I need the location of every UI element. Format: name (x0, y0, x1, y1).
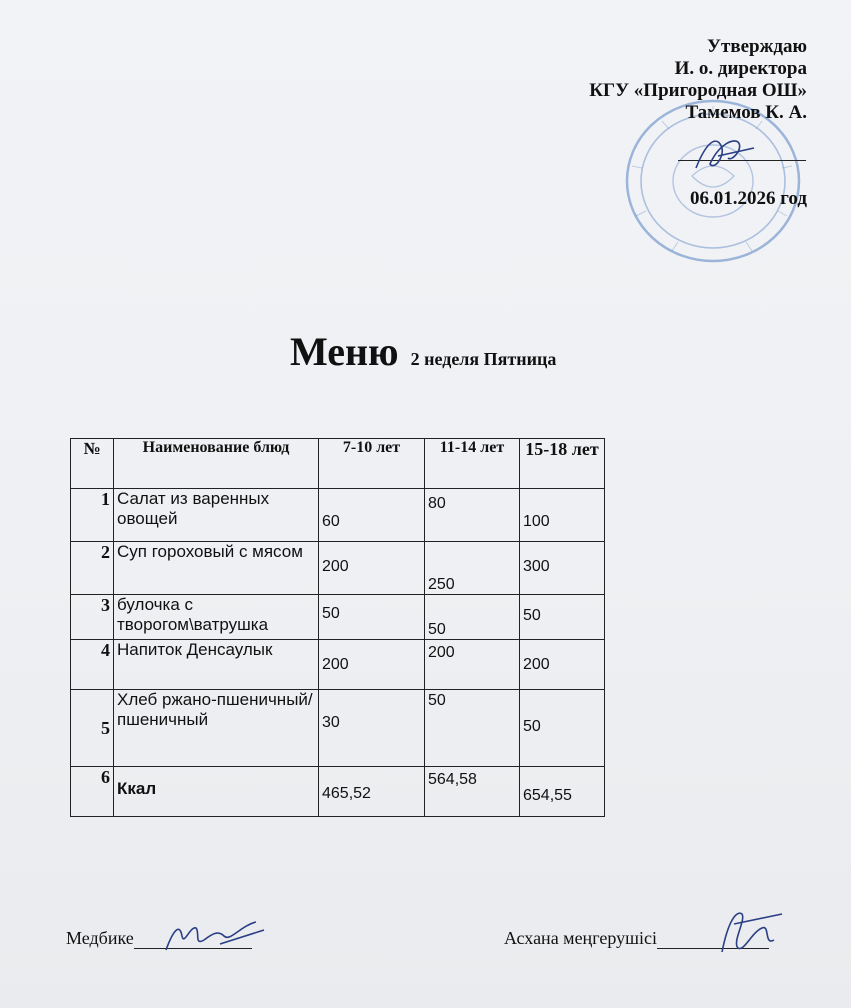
value-age-11-14: 564,58 (425, 767, 520, 817)
row-number: 1 (71, 489, 114, 542)
approval-position: И. о. директора (674, 58, 807, 79)
value-age-11-14: 50 (425, 595, 520, 640)
header-number: № (71, 439, 114, 489)
value-age-7-10: 200 (319, 640, 425, 690)
header-dish-name: Наименование блюд (114, 439, 319, 489)
dish-name: Ккал (114, 767, 319, 817)
title-subtitle: 2 неделя Пятница (410, 349, 557, 369)
director-signature (688, 128, 758, 178)
row-number: 3 (71, 595, 114, 640)
table-row (71, 489, 605, 542)
approval-person: Тамемов К. А. (685, 102, 807, 123)
header-age-11-14: 11-14 лет (425, 439, 520, 489)
table-row (71, 640, 605, 690)
medic-label: Медбике (66, 928, 134, 948)
page-title (290, 328, 556, 375)
table-row (71, 595, 605, 640)
title-main: Меню (290, 329, 399, 374)
header-age-7-10: 7-10 лет (319, 439, 425, 489)
dish-name: Салат из варенных овощей (114, 489, 319, 542)
table-header-row (71, 439, 605, 489)
row-number: 2 (71, 542, 114, 595)
approval-block (589, 36, 807, 209)
value-age-11-14: 50 (425, 690, 520, 767)
value-age-7-10: 50 (319, 595, 425, 640)
dish-name: булочка с творогом\ватрушка (114, 595, 319, 640)
header-age-15-18: 15-18 лет (520, 439, 605, 489)
value-age-7-10: 30 (319, 690, 425, 767)
row-number: 5 (71, 690, 114, 767)
value-age-11-14: 250 (425, 542, 520, 595)
value-age-11-14: 200 (425, 640, 520, 690)
table-row (71, 767, 605, 817)
row-number: 6 (71, 767, 114, 817)
row-number: 4 (71, 640, 114, 690)
value-age-15-18: 100 (520, 489, 605, 542)
value-age-15-18: 654,55 (520, 767, 605, 817)
dish-name: Суп гороховый с мясом (114, 542, 319, 595)
value-age-15-18: 300 (520, 542, 605, 595)
table-row (71, 542, 605, 595)
dish-name: Хлеб ржано-пшеничный/ пшеничный (114, 690, 319, 767)
table-row (71, 690, 605, 767)
menu-table (70, 438, 605, 817)
value-age-11-14: 80 (425, 489, 520, 542)
approval-organization: КГУ «Пригородная ОШ» (589, 80, 807, 101)
value-age-15-18: 50 (520, 690, 605, 767)
approval-date: 06.01.2026 год (690, 188, 807, 209)
value-age-7-10: 465,52 (319, 767, 425, 817)
value-age-15-18: 50 (520, 595, 605, 640)
approval-word: Утверждаю (707, 36, 807, 57)
medic-signature (160, 916, 272, 958)
value-age-7-10: 200 (319, 542, 425, 595)
kitchen-signature (712, 902, 792, 964)
dish-name: Напиток Денсаулык (114, 640, 319, 690)
value-age-7-10: 60 (319, 489, 425, 542)
kitchen-label: Асхана меңгерушісі (504, 928, 657, 948)
value-age-15-18: 200 (520, 640, 605, 690)
